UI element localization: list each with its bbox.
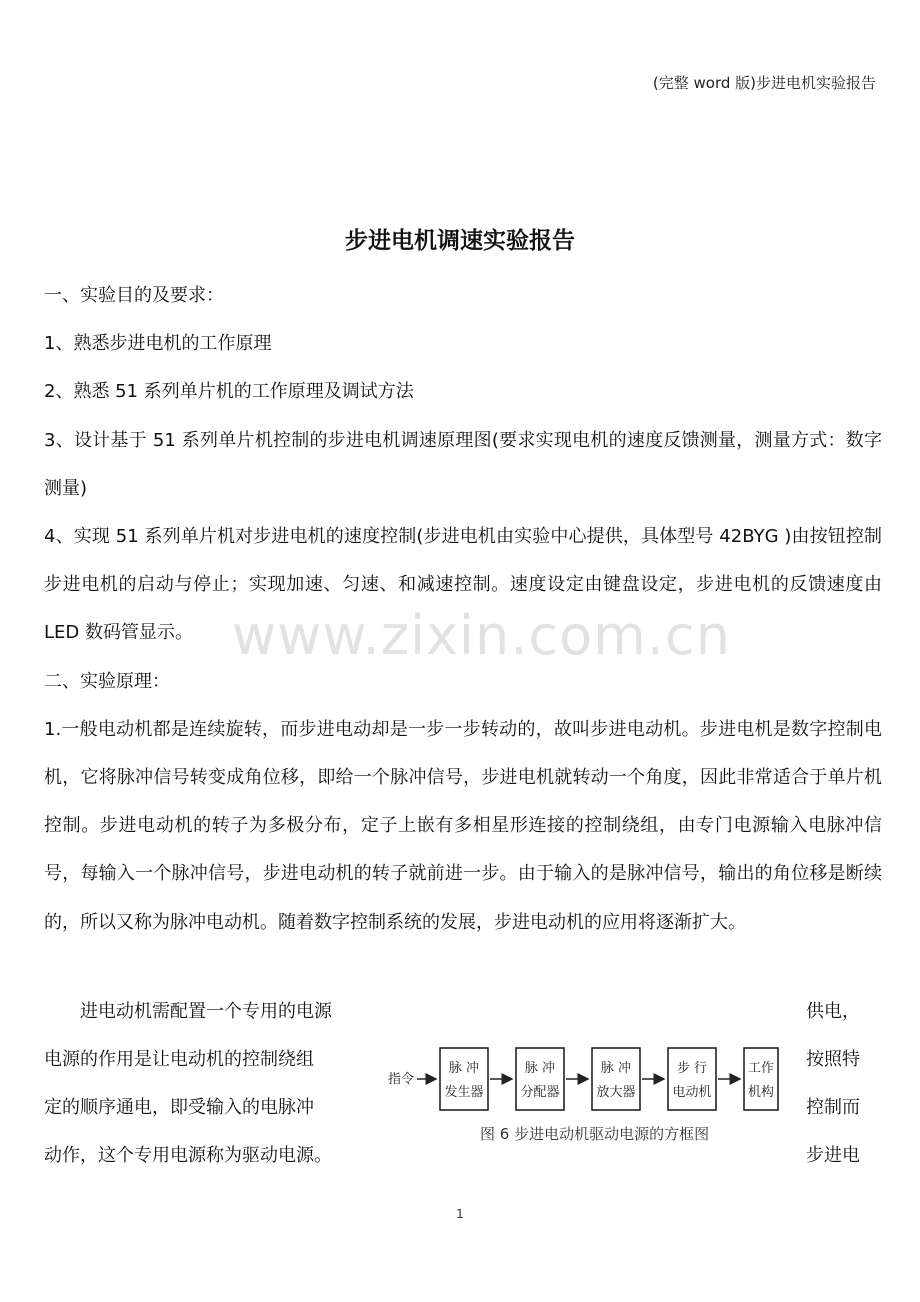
wrap-line-left: 进电动机需配置一个专用的电源 bbox=[80, 1001, 332, 1022]
paragraph: 3、设计基于 51 系列单片机控制的步进电机调速原理图(要求实现电机的速度反馈测量，测量方式：数字测量) bbox=[44, 429, 882, 499]
wrap-line-right: 步进电 bbox=[806, 1145, 860, 1166]
block-pulse-generator bbox=[440, 1048, 488, 1110]
wrap-line-right: 控制而 bbox=[806, 1097, 860, 1118]
paragraph: 1.一般电动机都是连续旋转，而步进电动却是一步一步转动的，故叫步进电动机。步进电机是数字控制电机，它将脉冲信号转变成角位移，即给一个脉冲信号，步进电机就转动一个角度，因此非常适合于单片机控制。步进电动机的转子为多极分布，定子上嵌有多相星形连接的控制绕组，由专门电源输入电脉冲信号，每输入一个脉冲信号，步进电动机的转子就前进一步。由于输入的是脉冲信号，输出的角位移是断续的，所以又称为脉冲电动机。随着数字控制系统的发展，步进电动机的应用将逐渐扩大。 bbox=[44, 718, 882, 933]
section-heading: 一、实验目的及要求： bbox=[44, 285, 224, 306]
block-work-mechanism bbox=[744, 1048, 778, 1110]
input-label: 指令 bbox=[388, 1072, 415, 1087]
block-pulse-distributor bbox=[516, 1048, 564, 1110]
watermark: www.zixin.com.cn bbox=[232, 604, 731, 667]
section-heading: 二、实验原理： bbox=[44, 670, 170, 692]
figure-caption: 图 6 步进电动机驱动电源的方框图 bbox=[480, 1125, 710, 1143]
paragraph: 4、实现 51 系列单片机对步进电机的速度控制(步进电机由实验中心提供，具体型号 42BYG )由按钮控制步进电机的启动与停止；实现加速、匀速、和减速控制。速度设定由键盘设定，步进电机的反馈速度由 LED 数码管显示。 bbox=[44, 526, 882, 644]
wrap-line-right: 供电， bbox=[806, 1001, 860, 1022]
page-number: 1 bbox=[456, 1207, 464, 1221]
block-label: 脉 冲 bbox=[600, 1061, 632, 1076]
wrap-line-left: 电源的作用是让电动机的控制绕组 bbox=[44, 1049, 314, 1070]
block-label: 工作 bbox=[747, 1061, 775, 1076]
wrap-line-left: 动作，这个专用电源称为驱动电源。 bbox=[44, 1145, 332, 1166]
block-label: 分配器 bbox=[520, 1085, 560, 1100]
paragraph: 2、熟悉 51 系列单片机的工作原理及调试方法 bbox=[44, 381, 414, 403]
block-diagram-svg bbox=[384, 1040, 784, 1120]
block-label: 放大器 bbox=[596, 1085, 636, 1100]
wrap-line-right: 按照特 bbox=[806, 1049, 860, 1070]
paragraph: 1、熟悉步进电机的工作原理 bbox=[44, 333, 272, 355]
block-stepper-motor bbox=[668, 1048, 716, 1110]
block-label: 步 行 bbox=[676, 1061, 708, 1076]
wrap-line-left: 定的顺序通电，即受输入的电脉冲 bbox=[44, 1097, 314, 1118]
block-label: 机构 bbox=[747, 1085, 775, 1100]
block-pulse-amplifier bbox=[592, 1048, 640, 1110]
block-label: 脉 冲 bbox=[524, 1061, 556, 1076]
block-label: 电动机 bbox=[672, 1085, 712, 1100]
wrap-line bbox=[44, 988, 882, 1036]
document-title: 步进电机调速实验报告 bbox=[345, 228, 575, 254]
block-label: 脉 冲 bbox=[448, 1061, 480, 1076]
block-label: 发生器 bbox=[444, 1085, 484, 1100]
page-header: (完整 word 版)步进电机实验报告 bbox=[652, 74, 876, 92]
